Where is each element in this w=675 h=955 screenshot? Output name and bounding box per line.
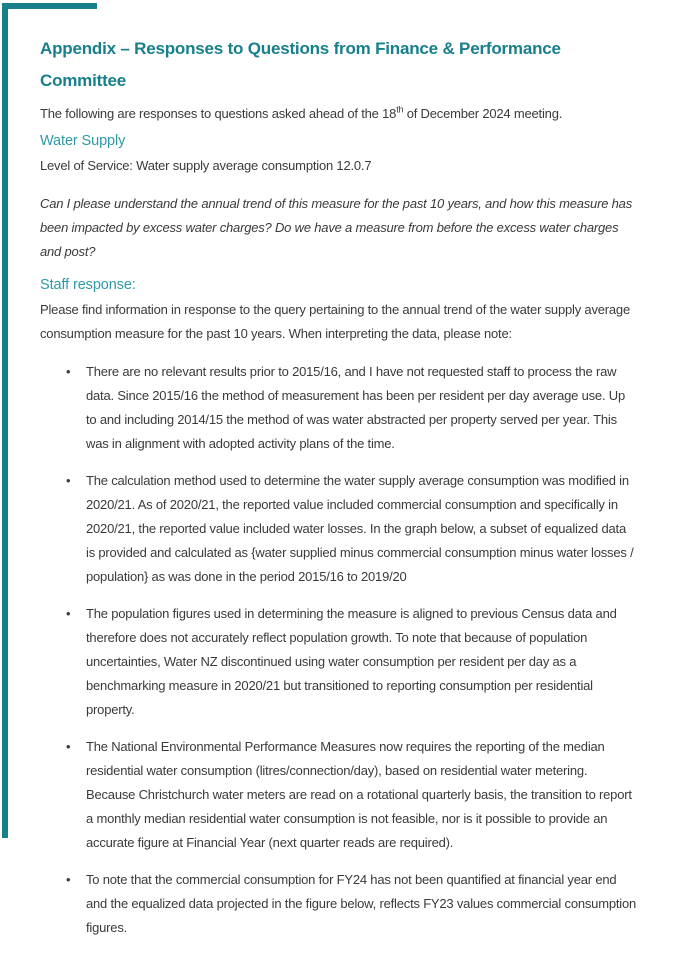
level-of-service-line: Level of Service: Water supply average consumption 12.0.7 <box>40 158 372 173</box>
ordinal-superscript: th <box>396 104 404 115</box>
intro-paragraph <box>40 102 637 126</box>
bullet-item: • There are no relevant results prior to 2015/16, and I have not requested staff to process the raw data. Since 2015/16 the method of measurement has been per resident per day average use. Up to and including 2014/15 the method of was water abstracted per property served per year. This was in alignment with adopted activity plans of the time. <box>66 360 637 456</box>
section-heading-water-supply: Water Supply <box>40 133 126 149</box>
intro-text-pre: The following are responses to questions asked ahead of the 18 <box>40 106 397 121</box>
bullet-item: • The National Environmental Performance Measures now requires the reporting of the median residential water consumption (litres/connection/day), based on residential water metering. Because Christchurch water meters are read on a rotational quarterly basis, the transition to report a monthly median residential water consumption is not feasible, nor is it possible to provide an accurate figure at Financial Year (next quarter reads are required). <box>66 735 637 855</box>
staff-response-bullets <box>40 360 637 940</box>
section-heading-staff-response: Staff response: <box>40 277 136 293</box>
bullet-item: • The calculation method used to determine the water supply average consumption was modified in 2020/21. As of 2020/21, the reported value included commercial consumption and specifically in 2020/21, the reported value included water losses. In the graph below, a subset of equalized data is provided and calculated as {water supplied minus commercial consumption minus water losses / population} as was done in the period 2015/16 to 2019/20 <box>66 469 637 589</box>
doc-title: Appendix – Responses to Questions from Finance & Performance Committee <box>40 39 561 90</box>
bullet-item: • To note that the commercial consumption for FY24 has not been quantified at financial year end and the equalized data projected in the figure below, reflects FY23 values commercial consumption figures. <box>66 868 637 940</box>
intro-text-post: of December 2024 meeting. <box>403 106 563 121</box>
question-paragraph: Can I please understand the annual trend of this measure for the past 10 years, and how this measure has been impacted by excess water charges? Do we have a measure from before the excess water charges and post? <box>40 196 633 259</box>
bullet-item: • The population figures used in determining the measure is aligned to previous Census data and therefore does not accurately reflect population growth. To note that because of population uncertainties, Water NZ discontinued using water consumption per resident per day as a benchmarking measure in 2020/21 but transitioned to reporting consumption per residential property. <box>66 602 637 722</box>
staff-response-intro: Please find information in response to the query pertaining to the annual trend of the water supply average consumption measure for the past 10 years. When interpreting the data, please note: <box>40 302 630 341</box>
